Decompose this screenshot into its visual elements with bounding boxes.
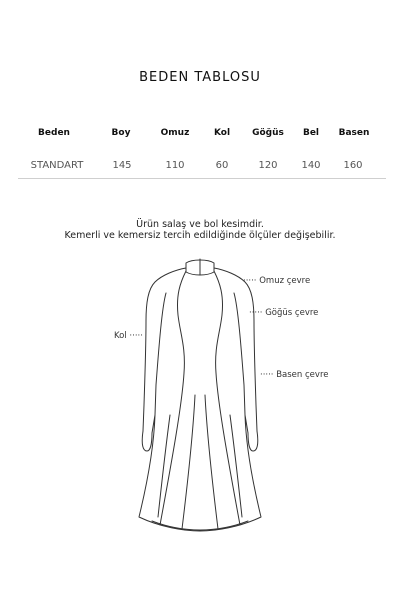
dotted-leader: ·····	[129, 331, 143, 341]
header-basen: Basen	[338, 128, 370, 138]
left-princess-seam	[160, 271, 186, 525]
dotted-leader: ·····	[260, 370, 274, 380]
header-boy: Boy	[111, 128, 131, 138]
callout-gogus	[249, 308, 318, 318]
header-bel: Bel	[302, 128, 320, 138]
dress-outline	[139, 268, 261, 531]
header-gogus: Göğüs	[252, 128, 284, 138]
size-table-header	[0, 128, 400, 142]
left-front-seam	[182, 395, 195, 529]
callout-omuz	[243, 276, 310, 286]
cell-boy: 145	[112, 160, 132, 171]
header-omuz: Omuz	[160, 128, 190, 138]
fit-note: Ürün salaş ve bol kesimdir.	[136, 219, 264, 230]
cell-size: STANDART	[30, 160, 84, 171]
callout-omuz-label: Omuz çevre	[259, 276, 311, 286]
dress-illustration	[100, 255, 300, 535]
cell-bel: 140	[301, 160, 321, 171]
dotted-leader: ·····	[249, 308, 263, 318]
header-kol: Kol	[213, 128, 231, 138]
right-princess-seam	[214, 271, 240, 525]
right-sleeve-inner	[234, 293, 245, 415]
cell-kol: 60	[215, 160, 229, 171]
cell-gogus: 120	[258, 160, 278, 171]
callout-kol	[114, 331, 143, 341]
callout-basen-label: Basen çevre	[276, 370, 329, 380]
left-sleeve-inner	[155, 293, 166, 415]
size-table-row	[0, 160, 400, 174]
cell-basen: 160	[343, 160, 363, 171]
page-title: BEDEN TABLOSU	[139, 70, 261, 85]
table-divider	[18, 178, 386, 179]
callout-gogus-label: Göğüs çevre	[265, 308, 319, 318]
header-beden: Beden	[38, 128, 70, 138]
right-front-seam	[205, 395, 218, 529]
hem-curve	[152, 521, 248, 530]
cell-omuz: 110	[165, 160, 185, 171]
callout-basen	[260, 370, 328, 380]
callout-kol-label: Kol	[114, 331, 127, 341]
dotted-leader: ·····	[243, 276, 257, 286]
belt-note: Kemerli ve kemersiz tercih edildiğinde ölçüler değişebilir.	[64, 230, 336, 241]
